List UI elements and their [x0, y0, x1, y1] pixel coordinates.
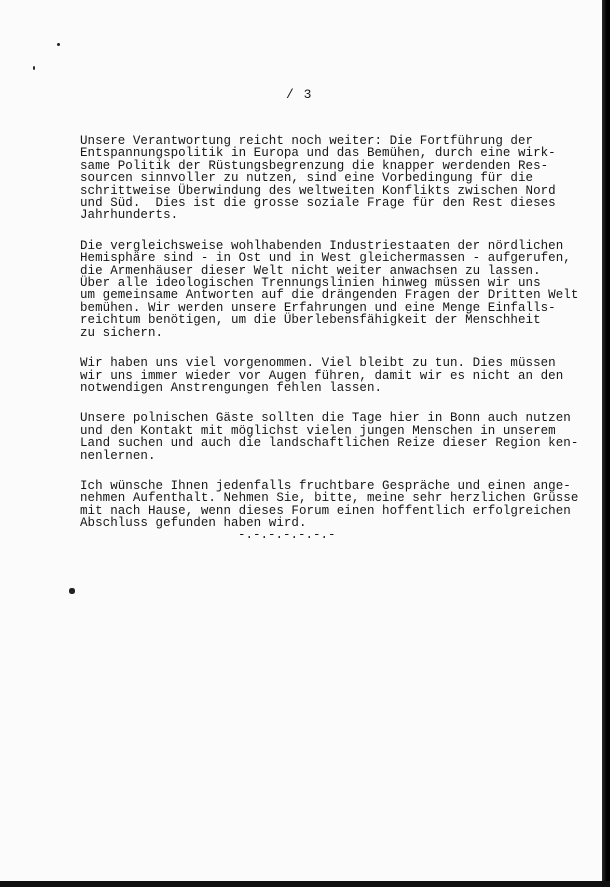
text-line: Jahrhunderts. [80, 208, 179, 223]
text-line: Über alle ideologischen Trennungslinien hinweg müssen wir uns [80, 276, 541, 291]
text-line: Wir haben uns viel vorgenommen. Viel bleibt zu tun. Dies müssen [80, 356, 556, 371]
closing-separator: -.-.-.-.-.-.- [238, 528, 336, 542]
text-line: schrittweise Überwindung des weltweiten Konflikts zwischen Nord [80, 183, 556, 198]
scan-edge-bottom [0, 881, 610, 887]
paragraph-much-to-do [80, 356, 564, 395]
text-line: bemühen. Wir werden unsere Erfahrungen und eine Menge Einfalls- [80, 300, 556, 315]
text-line: wir uns immer wieder vor Augen führen, damit wir es nicht an den [80, 368, 564, 383]
text-line: Hemisphäre sind - in Ost und in West gleichermassen - aufgerufen, [80, 251, 571, 266]
text-line: Abschluss gefunden haben wird. [80, 516, 307, 531]
scan-speck [33, 66, 35, 70]
text-line: und den Kontakt mit möglichst vielen jungen Menschen in unserem [80, 423, 556, 438]
text-line: Land suchen und auch die landschaftlichen Reize dieser Region ken- [80, 436, 579, 451]
text-line: Die vergleichsweise wohlhabenden Industriestaaten der nördlichen [80, 238, 564, 253]
text-line: nenlernen. [80, 448, 156, 463]
text-line: same Politik der Rüstungsbegrenzung die knapper werdenden Res- [80, 158, 549, 173]
text-line: notwendigen Anstrengungen fehlen lassen. [80, 380, 383, 395]
text-line: Unsere polnischen Gäste sollten die Tage hier in Bonn auch nutzen [80, 411, 571, 426]
text-line: mit nach Hause, wenn dieses Forum einen hoffentlich erfolgreichen [80, 503, 571, 518]
text-line: sourcen sinnvoller zu nutzen, sind eine Vorbedingung für die [80, 171, 534, 186]
paragraph-industrial-states [80, 238, 579, 340]
scan-speck [57, 43, 60, 46]
paragraph-polish-guests [80, 411, 579, 463]
page-number: / 3 [286, 87, 313, 102]
scan-edge-right [602, 0, 610, 887]
text-line: nehmen Aufenthalt. Nehmen Sie, bitte, meine sehr herzlichen Grüsse [80, 491, 579, 506]
text-line: Entspannungspolitik in Europa und das Bemühen, durch eine wirk- [80, 146, 556, 161]
text-line: zu sichern. [80, 325, 164, 340]
paragraph-closing-wishes [80, 478, 579, 531]
letter-body [80, 134, 579, 548]
text-line: und Süd. Dies ist die grosse soziale Frage für den Rest dieses [80, 196, 556, 211]
text-line: die Armenhäuser dieser Welt nicht weiter anwachsen zu lassen. [80, 263, 541, 278]
scan-speck [69, 588, 75, 594]
text-line: um gemeinsame Antworten auf die drängenden Fragen der Dritten Welt [80, 288, 579, 303]
paragraph-responsibility [80, 135, 560, 222]
text-line: Ich wünsche Ihnen jedenfalls fruchtbare Gespräche und einen ange- [80, 478, 571, 493]
text-line: Unsere Verantwortung reicht noch weiter: Die Fortführung der [80, 134, 534, 148]
text-line: reichtum benötigen, um die Überlebensfähigkeit der Menschheit [80, 313, 541, 328]
